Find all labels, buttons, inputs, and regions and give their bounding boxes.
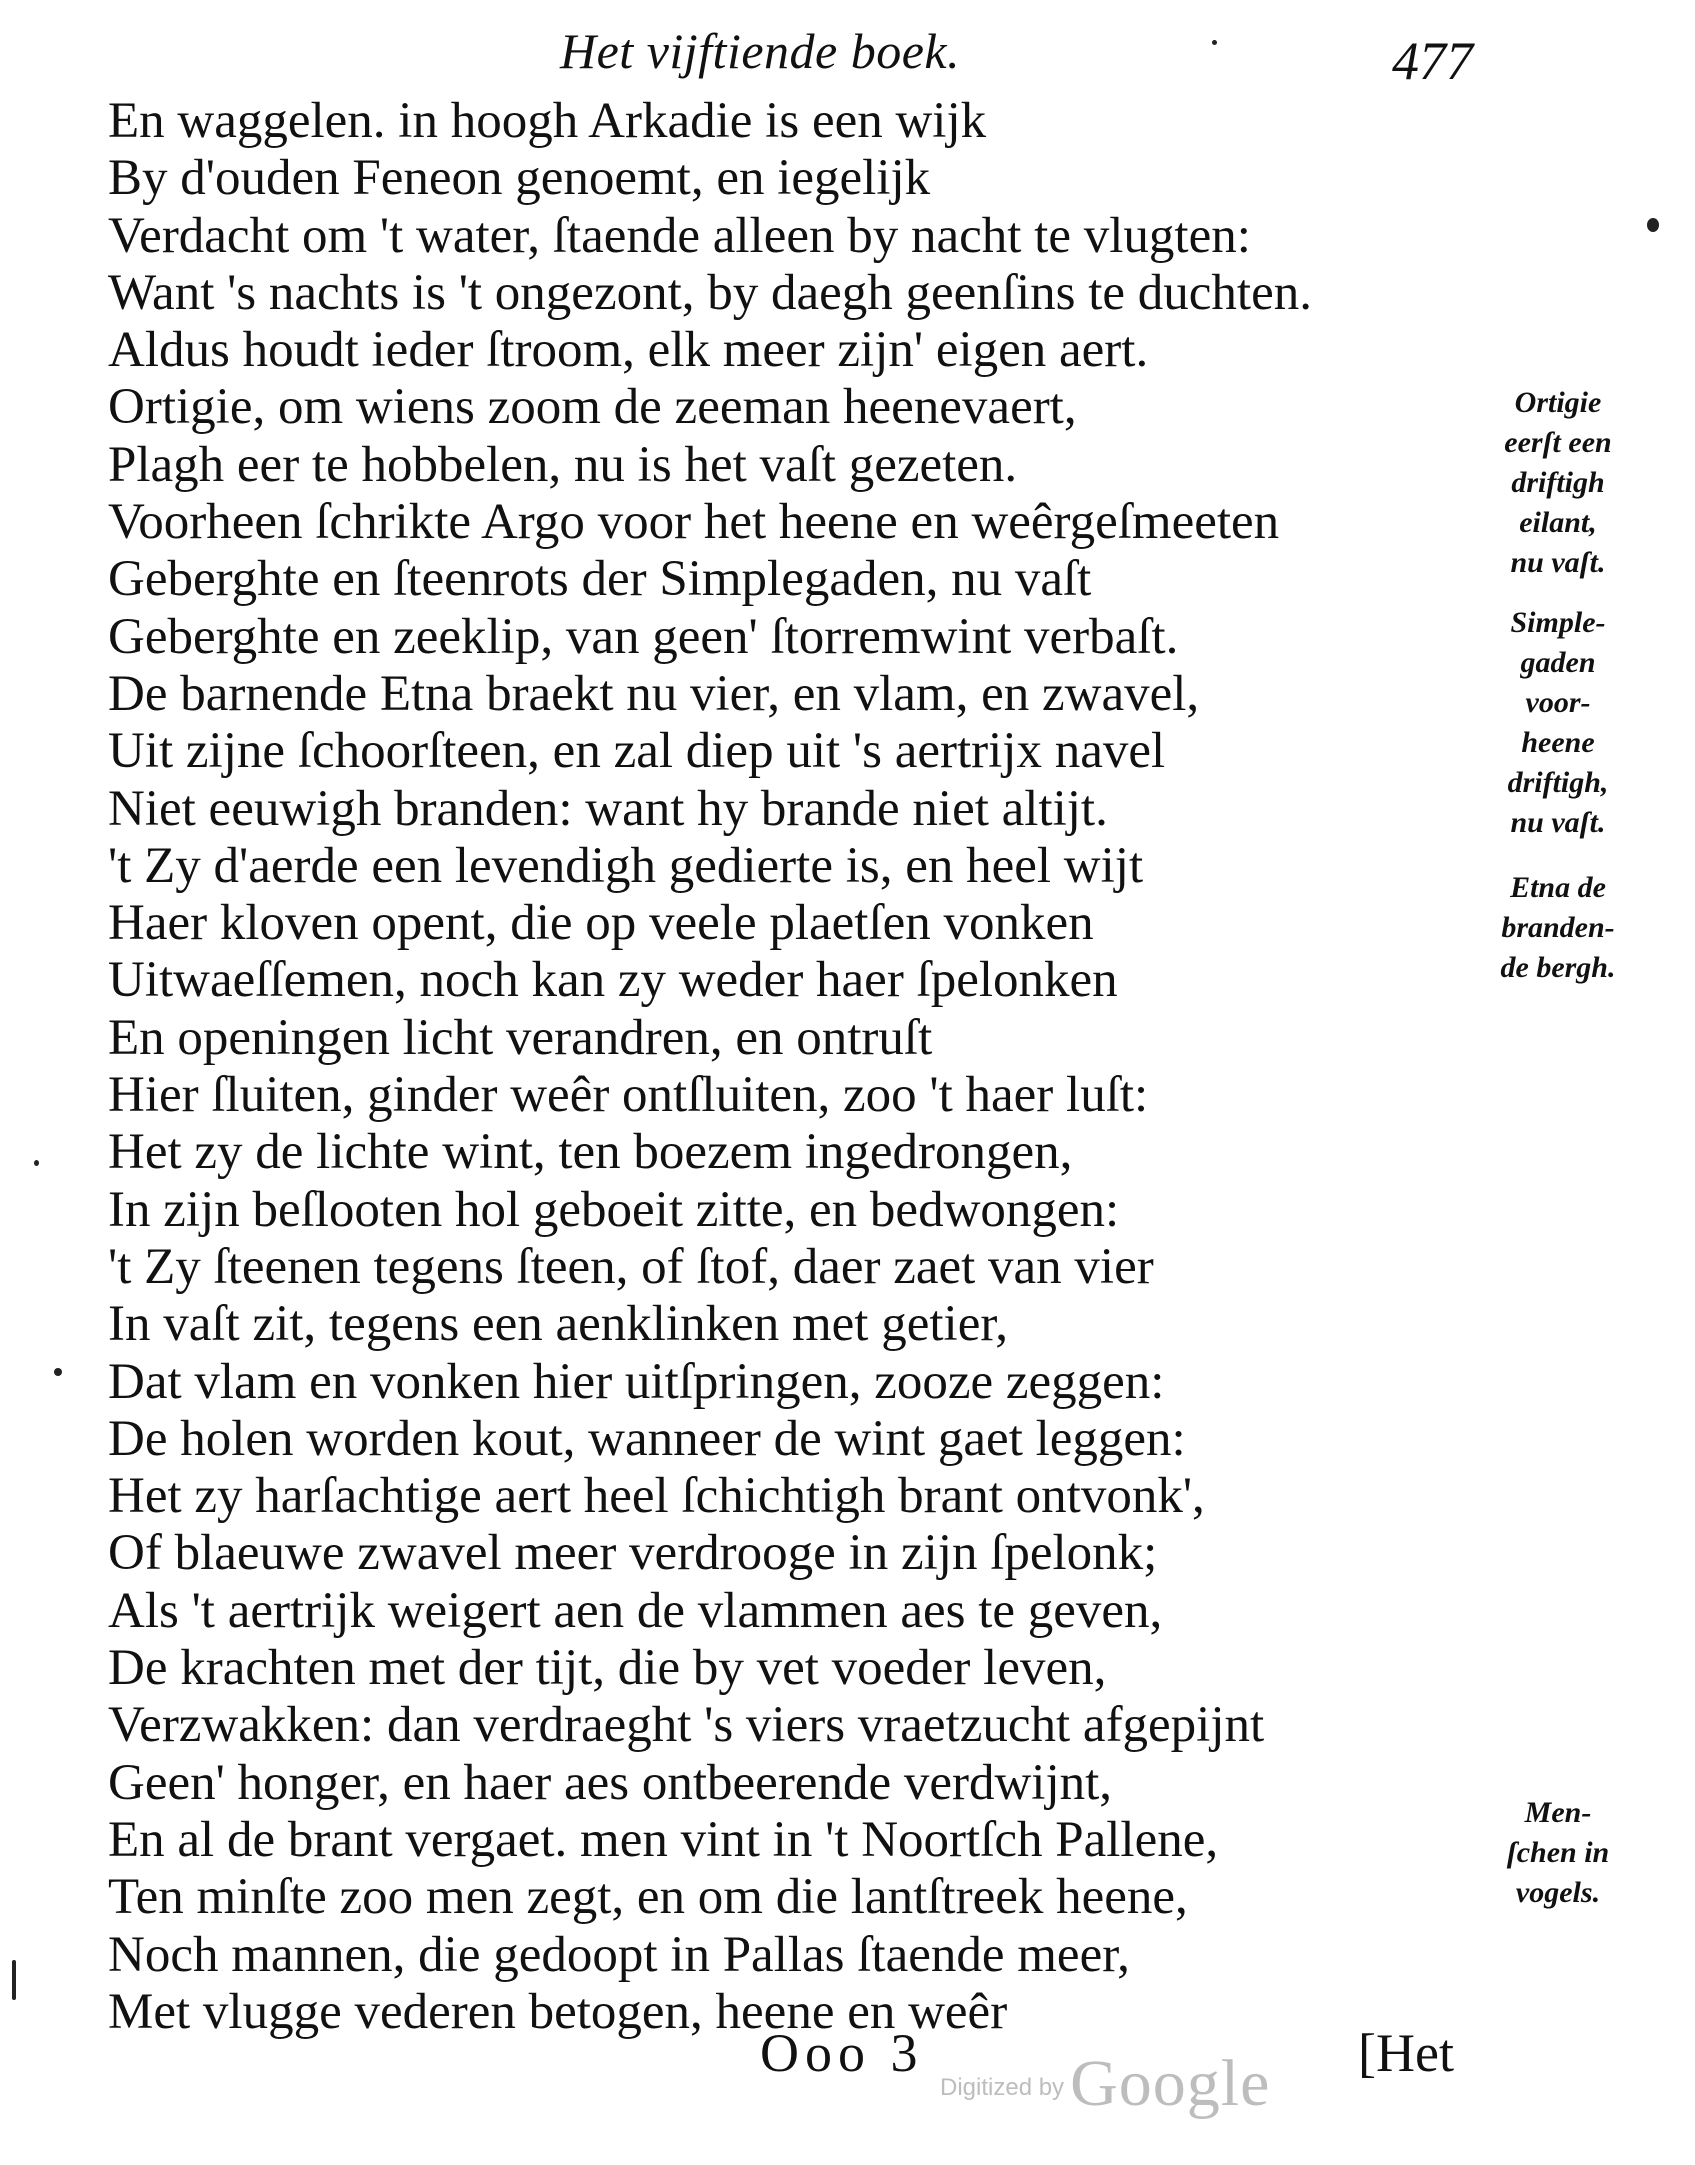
margin-note-line: Ortigie — [1514, 386, 1602, 419]
margin-note-line: branden- — [1501, 911, 1615, 944]
margin-note-line: driftigh — [1511, 466, 1605, 499]
scan-speck — [1212, 40, 1217, 45]
verse-line: En al de brant vergaet. men vint in 't Noortſch Pallene, — [108, 1811, 1219, 1868]
margin-note-line: voor- — [1525, 686, 1591, 719]
verse-line: En openingen licht verandren, en ontruſt — [108, 1009, 933, 1066]
verse-line: De barnende Etna braekt nu vier, en vlam, en zwavel, — [108, 665, 1200, 722]
verse-line: Ortigie, om wiens zoom de zeeman heenevaert, — [108, 379, 1077, 436]
margin-note-line: de bergh. — [1500, 951, 1616, 984]
verse-line: Ten minſte zoo men zegt, en om die lantſtreek heene, — [108, 1869, 1188, 1926]
verse-line: Met vlugge vederen betogen, heene en weêr — [108, 1983, 1008, 2040]
verse-line: Noch mannen, die gedoopt in Pallas ſtaende meer, — [108, 1926, 1130, 1983]
verse-line: Dat vlam en vonken hier uitſpringen, zooze zeggen: — [108, 1353, 1165, 1410]
google-logo: Google — [1070, 2047, 1271, 2120]
margin-note-line: gaden — [1520, 646, 1596, 679]
verse-line: Het zy de lichte wint, ten boezem ingedrongen, — [108, 1124, 1073, 1181]
margin-note-line: nu vaſt. — [1510, 806, 1606, 839]
verse-line: Of blaeuwe zwavel meer verdrooge in zijn ſpelonk; — [108, 1525, 1158, 1582]
verse-line: By d'ouden Feneon genoemt, en iegelijk — [108, 150, 931, 207]
scan-speck — [12, 1960, 16, 2000]
verse-line: De krachten met der tijt, die by vet voeder leven, — [108, 1640, 1107, 1697]
verse-line: Voorheen ſchrikte Argo voor het heene en weêrgeſmeeten — [108, 494, 1280, 551]
running-head: Het vijftiende boek. — [560, 23, 961, 79]
verse-line: 't Zy d'aerde een levendigh gedierte is, en heel wijt — [108, 837, 1144, 894]
margin-note-simplegaden — [1478, 603, 1638, 843]
verse-line: In vaſt zit, tegens een aenklinken met getier, — [108, 1296, 1009, 1353]
verse-line: Uit zijne ſchoorſteen, en zal diep uit 's aertrijx navel — [108, 723, 1166, 780]
margin-note-line: driftigh, — [1507, 766, 1609, 799]
verse-body — [108, 93, 1488, 2041]
margin-note-line: eerſt een — [1504, 426, 1612, 459]
margin-note-line: Simple- — [1510, 606, 1606, 639]
verse-line: Geen' honger, en haer aes ontbeerende verdwijnt, — [108, 1754, 1113, 1811]
verse-line: Geberghte en ſteenrots der Simplegaden, nu vaſt — [108, 551, 1092, 608]
margin-note-etna — [1478, 868, 1638, 988]
margin-note-line: eilant, — [1519, 506, 1597, 539]
digitization-watermark — [940, 2046, 1270, 2122]
signature-mark: Ooo 3 — [760, 2023, 924, 2083]
verse-line: Geberghte en zeeklip, van geen' ſtorremwint verbaſt. — [108, 608, 1179, 665]
scan-speck — [1647, 218, 1659, 232]
margin-note-line: heene — [1521, 726, 1595, 759]
verse-line: Verzwakken: dan verdraeght 's viers vraetzucht afgepijnt — [108, 1697, 1265, 1754]
watermark-prefix: Digitized by — [940, 2074, 1065, 2101]
verse-line: Uitwaeſſemen, noch kan zy weder haer ſpelonken — [108, 952, 1118, 1009]
verse-line: In zijn beſlooten hol geboeit zitte, en bedwongen: — [108, 1181, 1120, 1238]
verse-line: Het zy harſachtige aert heel ſchichtigh brant ontvonk', — [108, 1468, 1205, 1525]
catchword: [Het — [1358, 2023, 1454, 2083]
margin-note-line: nu vaſt. — [1510, 546, 1606, 579]
verse-line: Als 't aertrijk weigert aen de vlammen aes te geven, — [108, 1582, 1163, 1639]
verse-line: 't Zy ſteenen tegens ſteen, of ſtof, daer zaet van vier — [108, 1238, 1154, 1295]
margin-note-line: vogels. — [1515, 1876, 1601, 1909]
verse-line: Haer kloven opent, die op veele plaetſen vonken — [108, 895, 1094, 952]
margin-note-line: Men- — [1524, 1796, 1592, 1829]
scan-speck — [54, 1368, 62, 1376]
scan-speck — [34, 1160, 39, 1166]
verse-line: De holen worden kout, wanneer de wint gaet leggen: — [108, 1410, 1186, 1467]
margin-note-line: ſchen in — [1506, 1836, 1610, 1869]
verse-line: Plagh eer te hobbelen, nu is het vaſt gezeten. — [108, 436, 1018, 493]
verse-line: Aldus houdt ieder ſtroom, elk meer zijn' eigen aert. — [108, 322, 1149, 379]
verse-line: Want 's nachts is 't ongezont, by daegh geenſins te duchten. — [108, 264, 1312, 321]
verse-line: Hier ſluiten, ginder weêr ontſluiten, zoo 't haer luſt: — [108, 1067, 1149, 1124]
verse-line: En waggelen. in hoogh Arkadie is een wijk — [108, 93, 987, 149]
page-number: 477 — [1392, 31, 1473, 91]
margin-note-menschen — [1478, 1793, 1638, 1913]
margin-note-ortigie — [1478, 383, 1638, 583]
verse-line: Verdacht om 't water, ſtaende alleen by nacht te vlugten: — [108, 207, 1251, 264]
margin-note-line: Etna de — [1510, 871, 1606, 904]
verse-line: Niet eeuwigh branden: want hy brande niet altijt. — [108, 780, 1108, 837]
